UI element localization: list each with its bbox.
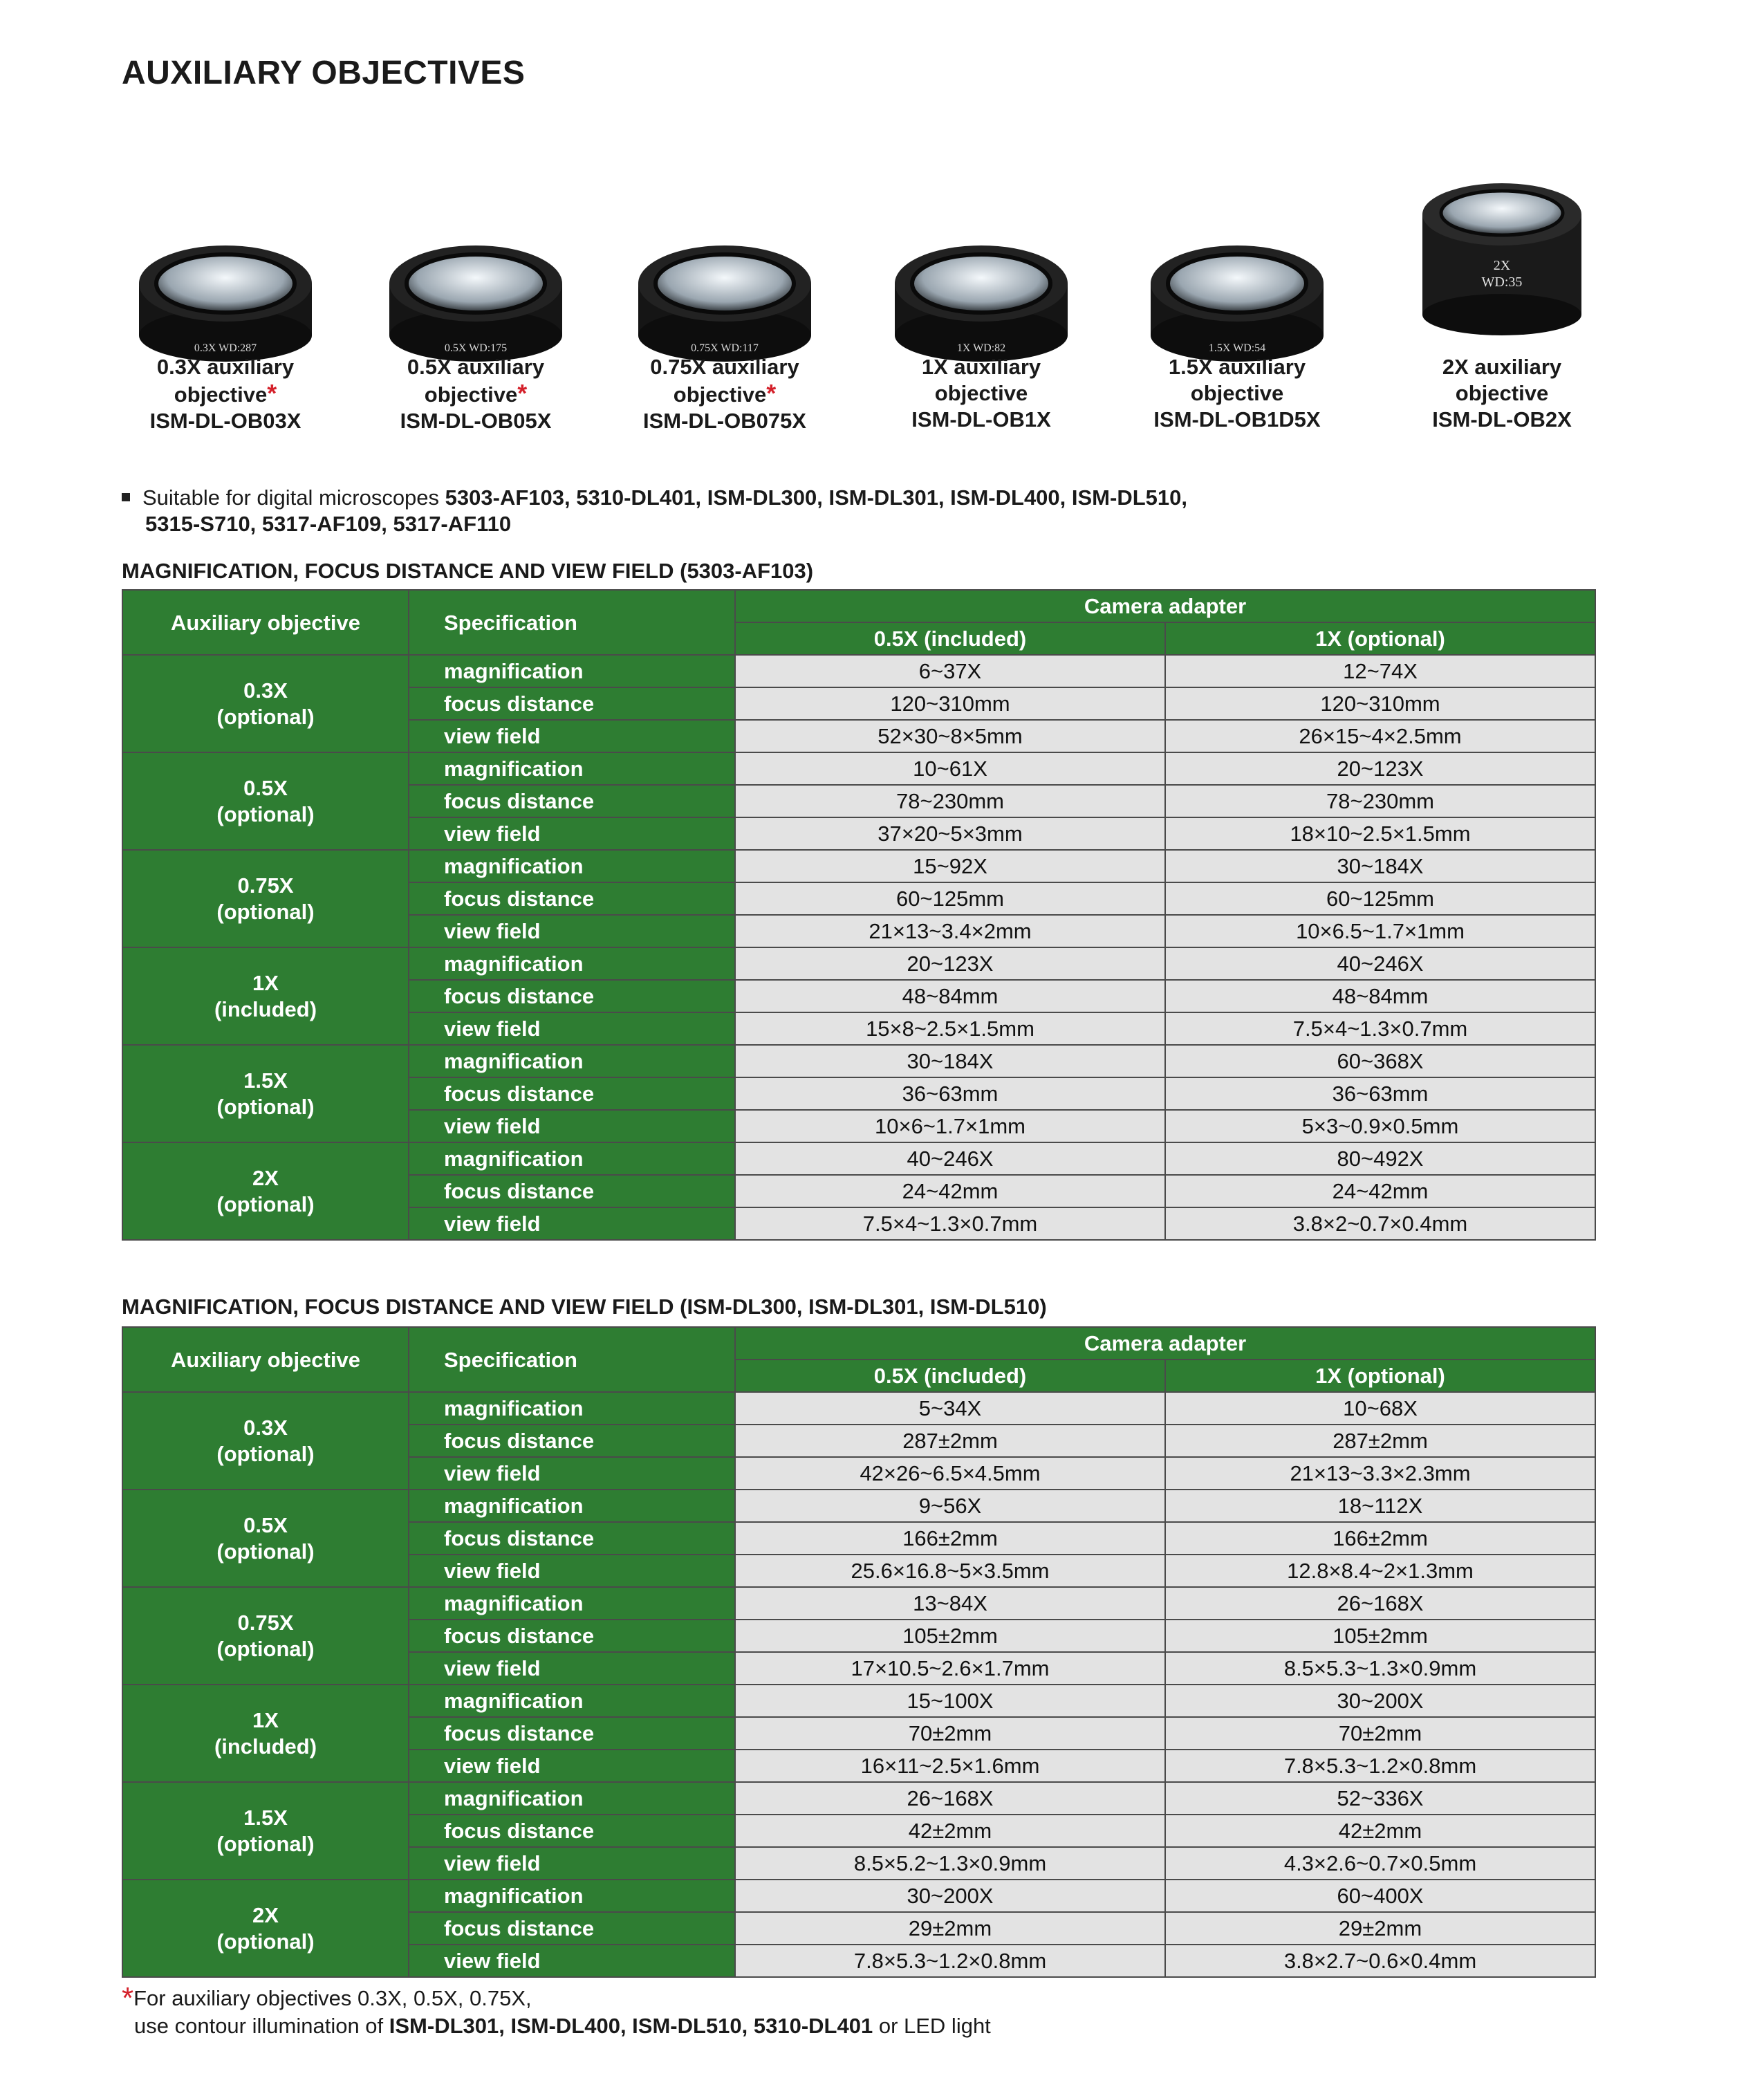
table-row bbox=[122, 1392, 1595, 1425]
value-1x: 7.8×5.3~1.2×0.8mm bbox=[1165, 1750, 1595, 1782]
value-05x: 15~92X bbox=[735, 850, 1165, 882]
header-camera-adapter: Camera adapter bbox=[735, 1327, 1595, 1360]
lens-engraving: 1X WD:82 bbox=[956, 342, 1006, 354]
spec-label: focus distance bbox=[409, 1077, 735, 1110]
spec-label: focus distance bbox=[409, 1912, 735, 1945]
value-05x: 29±2mm bbox=[735, 1912, 1165, 1945]
spec-label: view field bbox=[409, 720, 735, 752]
spec-label: view field bbox=[409, 1847, 735, 1880]
value-1x: 60~125mm bbox=[1165, 882, 1595, 915]
product-name bbox=[850, 354, 1113, 433]
header-camera-adapter: Camera adapter bbox=[735, 590, 1595, 622]
asterisk-mark: * bbox=[267, 379, 277, 407]
value-05x: 40~246X bbox=[735, 1142, 1165, 1175]
value-05x: 78~230mm bbox=[735, 785, 1165, 817]
value-1x: 30~200X bbox=[1165, 1685, 1595, 1717]
asterisk-mark: * bbox=[766, 379, 777, 407]
header-specification: Specification bbox=[409, 590, 735, 655]
header-objective: Auxiliary objective bbox=[122, 1327, 409, 1392]
value-05x: 30~200X bbox=[735, 1880, 1165, 1912]
value-05x: 105±2mm bbox=[735, 1620, 1165, 1652]
objective-cell: 0.75X (optional) bbox=[122, 850, 409, 947]
header-adapter-05x: 0.5X (included) bbox=[735, 622, 1165, 655]
table2-title: MAGNIFICATION, FOCUS DISTANCE AND VIEW FIELD (ISM-DL300, ISM-DL301, ISM-DL510) bbox=[122, 1295, 1047, 1319]
product-name-line2: objective* bbox=[424, 379, 528, 407]
product-code: ISM-DL-OB1X bbox=[911, 407, 1051, 432]
objective-cell: 0.5X (optional) bbox=[122, 1490, 409, 1587]
value-05x: 42×26~6.5×4.5mm bbox=[735, 1457, 1165, 1490]
product-card bbox=[621, 180, 828, 443]
spec-label: focus distance bbox=[409, 1175, 735, 1207]
product-name-line2: objective* bbox=[174, 379, 277, 407]
spec-label: magnification bbox=[409, 850, 735, 882]
spec-label: view field bbox=[409, 1207, 735, 1240]
product-name-line1: 0.75X auxiliary bbox=[650, 355, 799, 379]
product-name bbox=[94, 354, 357, 434]
spec-label: view field bbox=[409, 1555, 735, 1587]
value-1x: 10~68X bbox=[1165, 1392, 1595, 1425]
table-row bbox=[122, 1782, 1595, 1815]
value-05x: 17×10.5~2.6×1.7mm bbox=[735, 1652, 1165, 1685]
value-1x: 105±2mm bbox=[1165, 1620, 1595, 1652]
product-name-line2: objective bbox=[1190, 381, 1284, 405]
product-name-line2: objective bbox=[934, 381, 1028, 405]
table1-title: MAGNIFICATION, FOCUS DISTANCE AND VIEW FIELD (5303-AF103) bbox=[122, 559, 814, 583]
value-1x: 52~336X bbox=[1165, 1782, 1595, 1815]
value-1x: 42±2mm bbox=[1165, 1815, 1595, 1847]
spec-label: magnification bbox=[409, 1490, 735, 1522]
value-1x: 29±2mm bbox=[1165, 1912, 1595, 1945]
value-1x: 36~63mm bbox=[1165, 1077, 1595, 1110]
value-05x: 48~84mm bbox=[735, 980, 1165, 1012]
note-prefix: Suitable for digital microscopes bbox=[142, 485, 445, 510]
table-row bbox=[122, 655, 1595, 687]
spec-label: magnification bbox=[409, 1685, 735, 1717]
value-05x: 21×13~3.4×2mm bbox=[735, 915, 1165, 947]
lens-engraving-top: 2X bbox=[1493, 258, 1511, 273]
value-05x: 5~34X bbox=[735, 1392, 1165, 1425]
product-card bbox=[1133, 180, 1341, 443]
objective-cell: 1.5X (optional) bbox=[122, 1782, 409, 1880]
header-adapter-1x: 1X (optional) bbox=[1165, 1360, 1595, 1392]
spec-label: magnification bbox=[409, 1782, 735, 1815]
spec-label: focus distance bbox=[409, 882, 735, 915]
footnote-line2-prefix: use contour illumination of bbox=[134, 2014, 389, 2038]
value-1x: 21×13~3.3×2.3mm bbox=[1165, 1457, 1595, 1490]
product-code: ISM-DL-OB2X bbox=[1432, 407, 1572, 432]
objective-cell: 0.75X (optional) bbox=[122, 1587, 409, 1685]
product-code: ISM-DL-OB075X bbox=[643, 409, 806, 433]
value-1x: 120~310mm bbox=[1165, 687, 1595, 720]
value-1x: 26~168X bbox=[1165, 1587, 1595, 1620]
spec-label: focus distance bbox=[409, 1815, 735, 1847]
spec-label: view field bbox=[409, 817, 735, 850]
product-name-line1: 0.3X auxiliary bbox=[156, 355, 295, 379]
value-1x: 12.8×8.4~2×1.3mm bbox=[1165, 1555, 1595, 1587]
objective-cell: 1.5X (optional) bbox=[122, 1045, 409, 1142]
value-1x: 5×3~0.9×0.5mm bbox=[1165, 1110, 1595, 1142]
value-1x: 26×15~4×2.5mm bbox=[1165, 720, 1595, 752]
value-05x: 16×11~2.5×1.6mm bbox=[735, 1750, 1165, 1782]
header-adapter-05x: 0.5X (included) bbox=[735, 1360, 1165, 1392]
table-row bbox=[122, 1142, 1595, 1175]
value-1x: 60~400X bbox=[1165, 1880, 1595, 1912]
spec-label: magnification bbox=[409, 1392, 735, 1425]
table-row bbox=[122, 1045, 1595, 1077]
value-1x: 60~368X bbox=[1165, 1045, 1595, 1077]
footnote-models: ISM-DL301, ISM-DL400, ISM-DL510, 5310-DL401 bbox=[389, 2014, 873, 2038]
value-05x: 15~100X bbox=[735, 1685, 1165, 1717]
product-name bbox=[1371, 354, 1633, 433]
spec-label: magnification bbox=[409, 1142, 735, 1175]
spec-label: magnification bbox=[409, 655, 735, 687]
value-1x: 70±2mm bbox=[1165, 1717, 1595, 1750]
compatibility-note bbox=[122, 485, 1187, 510]
product-code: ISM-DL-OB1D5X bbox=[1153, 407, 1321, 432]
value-1x: 166±2mm bbox=[1165, 1522, 1595, 1555]
value-1x: 80~492X bbox=[1165, 1142, 1595, 1175]
header-adapter-1x: 1X (optional) bbox=[1165, 622, 1595, 655]
footnote-line1: For auxiliary objectives 0.3X, 0.5X, 0.75X, bbox=[133, 1986, 532, 2010]
value-05x: 37×20~5×3mm bbox=[735, 817, 1165, 850]
product-name-line2: objective* bbox=[673, 379, 777, 407]
bullet-icon bbox=[122, 493, 130, 501]
footnote bbox=[122, 1982, 991, 2040]
product-gallery bbox=[122, 180, 1601, 443]
value-1x: 287±2mm bbox=[1165, 1425, 1595, 1457]
spec-label: magnification bbox=[409, 752, 735, 785]
product-name-line1: 0.5X auxiliary bbox=[407, 355, 545, 379]
value-05x: 52×30~8×5mm bbox=[735, 720, 1165, 752]
spec-label: magnification bbox=[409, 947, 735, 980]
product-card bbox=[878, 180, 1085, 443]
value-05x: 20~123X bbox=[735, 947, 1165, 980]
objective-cell: 1X (included) bbox=[122, 1685, 409, 1782]
value-1x: 78~230mm bbox=[1165, 785, 1595, 817]
value-1x: 12~74X bbox=[1165, 655, 1595, 687]
value-1x: 48~84mm bbox=[1165, 980, 1595, 1012]
lens-engraving-bottom: WD:35 bbox=[1481, 275, 1523, 290]
table-row bbox=[122, 1685, 1595, 1717]
value-1x: 18~112X bbox=[1165, 1490, 1595, 1522]
product-name-line2: objective bbox=[1455, 381, 1549, 405]
spec-label: view field bbox=[409, 915, 735, 947]
value-1x: 7.5×4~1.3×0.7mm bbox=[1165, 1012, 1595, 1045]
table-row bbox=[122, 752, 1595, 785]
spec-label: magnification bbox=[409, 1880, 735, 1912]
note-models-line2: 5315-S710, 5317-AF109, 5317-AF110 bbox=[145, 512, 512, 536]
value-05x: 30~184X bbox=[735, 1045, 1165, 1077]
spec-label: view field bbox=[409, 1945, 735, 1977]
value-1x: 40~246X bbox=[1165, 947, 1595, 980]
value-05x: 166±2mm bbox=[735, 1522, 1165, 1555]
spec-label: focus distance bbox=[409, 1717, 735, 1750]
asterisk-mark: * bbox=[517, 379, 528, 407]
lens-engraving: 0.5X WD:175 bbox=[444, 342, 508, 354]
objective-cell: 0.3X (optional) bbox=[122, 1392, 409, 1490]
lens-engraving: 0.3X WD:287 bbox=[194, 342, 257, 354]
spec-table-1 bbox=[122, 589, 1596, 1241]
value-1x: 18×10~2.5×1.5mm bbox=[1165, 817, 1595, 850]
objective-cell: 2X (optional) bbox=[122, 1142, 409, 1240]
product-card bbox=[372, 180, 579, 443]
value-05x: 15×8~2.5×1.5mm bbox=[735, 1012, 1165, 1045]
spec-label: focus distance bbox=[409, 980, 735, 1012]
spec-label: view field bbox=[409, 1012, 735, 1045]
value-1x: 20~123X bbox=[1165, 752, 1595, 785]
spec-label: focus distance bbox=[409, 1425, 735, 1457]
spec-label: view field bbox=[409, 1110, 735, 1142]
table-row bbox=[122, 1490, 1595, 1522]
value-1x: 24~42mm bbox=[1165, 1175, 1595, 1207]
product-name bbox=[344, 354, 607, 434]
objective-cell: 2X (optional) bbox=[122, 1880, 409, 1977]
value-05x: 42±2mm bbox=[735, 1815, 1165, 1847]
value-05x: 10×6~1.7×1mm bbox=[735, 1110, 1165, 1142]
table-row bbox=[122, 1880, 1595, 1912]
footnote-star: * bbox=[122, 1981, 134, 2015]
spec-label: view field bbox=[409, 1457, 735, 1490]
product-name-line1: 2X auxiliary bbox=[1442, 355, 1562, 379]
value-05x: 26~168X bbox=[735, 1782, 1165, 1815]
footnote-line2-suffix: or LED light bbox=[873, 2014, 991, 2038]
value-05x: 8.5×5.2~1.3×0.9mm bbox=[735, 1847, 1165, 1880]
lens-image bbox=[1398, 173, 1606, 339]
value-05x: 6~37X bbox=[735, 655, 1165, 687]
objective-cell: 0.3X (optional) bbox=[122, 655, 409, 752]
spec-label: view field bbox=[409, 1750, 735, 1782]
spec-label: view field bbox=[409, 1652, 735, 1685]
product-name-line1: 1X auxiliary bbox=[921, 355, 1041, 379]
objective-cell: 0.5X (optional) bbox=[122, 752, 409, 850]
value-05x: 7.8×5.3~1.2×0.8mm bbox=[735, 1945, 1165, 1977]
value-1x: 10×6.5~1.7×1mm bbox=[1165, 915, 1595, 947]
objective-cell: 1X (included) bbox=[122, 947, 409, 1045]
page-title: AUXILIARY OBJECTIVES bbox=[122, 55, 526, 91]
spec-label: focus distance bbox=[409, 785, 735, 817]
value-05x: 60~125mm bbox=[735, 882, 1165, 915]
value-05x: 10~61X bbox=[735, 752, 1165, 785]
value-1x: 8.5×5.3~1.3×0.9mm bbox=[1165, 1652, 1595, 1685]
note-models-line1: 5303-AF103, 5310-DL401, ISM-DL300, ISM-DL301, ISM-DL400, ISM-DL510, bbox=[445, 485, 1187, 510]
value-1x: 3.8×2.7~0.6×0.4mm bbox=[1165, 1945, 1595, 1977]
value-1x: 4.3×2.6~0.7×0.5mm bbox=[1165, 1847, 1595, 1880]
value-05x: 120~310mm bbox=[735, 687, 1165, 720]
value-05x: 13~84X bbox=[735, 1587, 1165, 1620]
spec-table-2 bbox=[122, 1326, 1596, 1978]
table-row bbox=[122, 850, 1595, 882]
value-05x: 70±2mm bbox=[735, 1717, 1165, 1750]
value-05x: 24~42mm bbox=[735, 1175, 1165, 1207]
spec-label: magnification bbox=[409, 1045, 735, 1077]
product-name-line1: 1.5X auxiliary bbox=[1168, 355, 1306, 379]
table-row bbox=[122, 1587, 1595, 1620]
value-1x: 3.8×2~0.7×0.4mm bbox=[1165, 1207, 1595, 1240]
product-name bbox=[593, 354, 856, 434]
value-05x: 7.5×4~1.3×0.7mm bbox=[735, 1207, 1165, 1240]
spec-label: focus distance bbox=[409, 1620, 735, 1652]
header-objective: Auxiliary objective bbox=[122, 590, 409, 655]
spec-label: focus distance bbox=[409, 1522, 735, 1555]
lens-engraving: 1.5X WD:54 bbox=[1208, 342, 1266, 354]
spec-label: focus distance bbox=[409, 687, 735, 720]
product-code: ISM-DL-OB03X bbox=[149, 409, 301, 433]
value-05x: 25.6×16.8~5×3.5mm bbox=[735, 1555, 1165, 1587]
spec-label: magnification bbox=[409, 1587, 735, 1620]
header-specification: Specification bbox=[409, 1327, 735, 1392]
value-05x: 36~63mm bbox=[735, 1077, 1165, 1110]
value-05x: 287±2mm bbox=[735, 1425, 1165, 1457]
product-name bbox=[1106, 354, 1368, 433]
product-card bbox=[1398, 180, 1606, 443]
table-row bbox=[122, 947, 1595, 980]
product-code: ISM-DL-OB05X bbox=[400, 409, 552, 433]
value-1x: 30~184X bbox=[1165, 850, 1595, 882]
value-05x: 9~56X bbox=[735, 1490, 1165, 1522]
lens-engraving: 0.75X WD:117 bbox=[691, 342, 759, 354]
product-card bbox=[122, 180, 329, 443]
